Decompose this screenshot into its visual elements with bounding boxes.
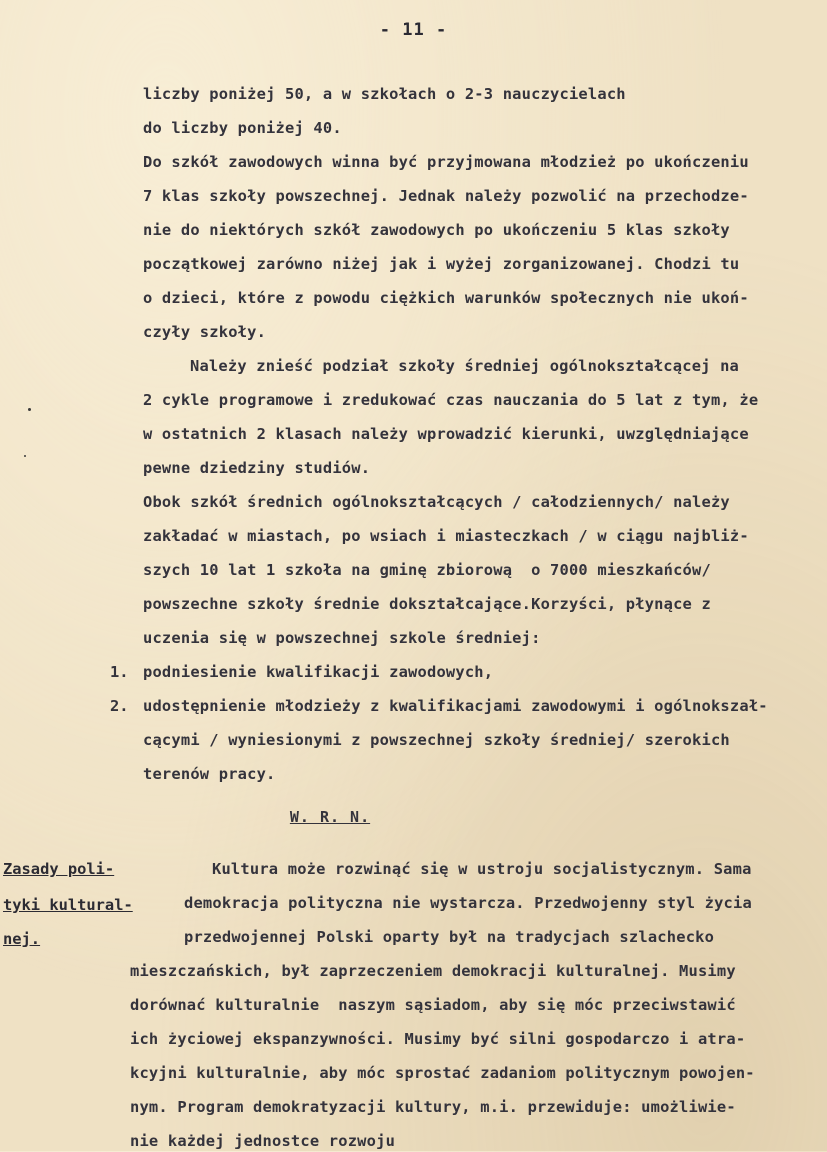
text-line: 2 cykle programowe i zredukować czas nauczania do 5 lat z tym, że bbox=[143, 391, 759, 409]
section-heading: W. R. N. bbox=[289, 808, 371, 826]
text-line: nym. Program demokratyzacji kultury, m.i. przewiduje: umożliwie- bbox=[130, 1098, 736, 1116]
list-item-line: terenów pracy. bbox=[143, 765, 276, 783]
text-line: szych 10 lat 1 szkoła na gminę zbiorową o 7000 mieszkańców/ bbox=[143, 561, 711, 579]
list-number: 2. bbox=[110, 697, 129, 715]
margin-note-line: nej. bbox=[3, 930, 41, 948]
text-line: zakładać w miastach, po wsiach i miasteczkach / w ciągu najbliż- bbox=[143, 527, 749, 545]
text-line: dorównać kulturalnie naszym sąsiadom, aby się móc przeciwstawić bbox=[130, 996, 736, 1014]
text-line: uczenia się w powszechnej szkole średniej: bbox=[143, 629, 541, 647]
text-line: Obok szkół średnich ogólnokształcących / całodziennych/ należy bbox=[143, 493, 730, 511]
list-item-line: cącymi / wyniesionymi z powszechnej szkoły średniej/ szerokich bbox=[143, 731, 730, 749]
list-item-line: udostępnienie młodzieży z kwalifikacjami zawodowymi i ogólnokszał- bbox=[143, 697, 768, 715]
text-line: do liczby poniżej 40. bbox=[143, 119, 342, 137]
text-line: o dzieci, które z powodu ciężkich warunków społecznych nie ukoń- bbox=[143, 289, 749, 307]
paper-speck bbox=[24, 455, 26, 457]
text-line: przedwojennej Polski oparty był na tradycjach szlachecko bbox=[184, 928, 715, 946]
page-number: - 11 - bbox=[379, 20, 448, 40]
text-line: w ostatnich 2 klasach należy wprowadzić kierunki, uwzględniające bbox=[143, 425, 749, 443]
text-line: powszechne szkoły średnie dokształcające.Korzyści, płynące z bbox=[143, 595, 711, 613]
margin-note-line: Zasady poli- bbox=[3, 860, 115, 878]
text-line: 7 klas szkoły powszechnej. Jednak należy pozwolić na przechodze- bbox=[143, 187, 749, 205]
paper-speck bbox=[28, 408, 31, 411]
text-line: czyły szkoły. bbox=[143, 323, 267, 341]
text-line: początkowej zarówno niżej jak i wyżej zorganizowanej. Chodzi tu bbox=[143, 255, 740, 273]
text-line: pewne dziedziny studiów. bbox=[143, 459, 371, 477]
text-line: liczby poniżej 50, a w szkołach o 2-3 nauczycielach bbox=[143, 85, 626, 103]
text-line: ich życiowej ekspanzywności. Musimy być silni gospodarczo i atra- bbox=[130, 1030, 746, 1048]
text-line: Należy znieść podział szkoły średniej ogólnokształcącej na bbox=[190, 357, 740, 375]
text-line: nie do niektórych szkół zawodowych po ukończeniu 5 klas szkoły bbox=[143, 221, 730, 239]
margin-note-line: tyki kultural- bbox=[3, 896, 133, 914]
text-line: kcyjni kulturalnie, aby móc sprostać zadaniom politycznym powojen- bbox=[130, 1064, 755, 1082]
list-item-line: podniesienie kwalifikacji zawodowych, bbox=[143, 663, 494, 681]
text-line: mieszczańskich, był zaprzeczeniem demokracji kulturalnej. Musimy bbox=[130, 962, 736, 980]
list-number: 1. bbox=[110, 663, 129, 681]
text-line: demokracja polityczna nie wystarcza. Przedwojenny styl życia bbox=[184, 894, 752, 912]
text-line: Kultura może rozwinąć się w ustroju socjalistycznym. Sama bbox=[212, 860, 752, 878]
text-line: Do szkół zawodowych winna być przyjmowana młodzież po ukończeniu bbox=[143, 153, 749, 171]
text-line: nie każdej jednostce rozwoju bbox=[130, 1132, 396, 1150]
